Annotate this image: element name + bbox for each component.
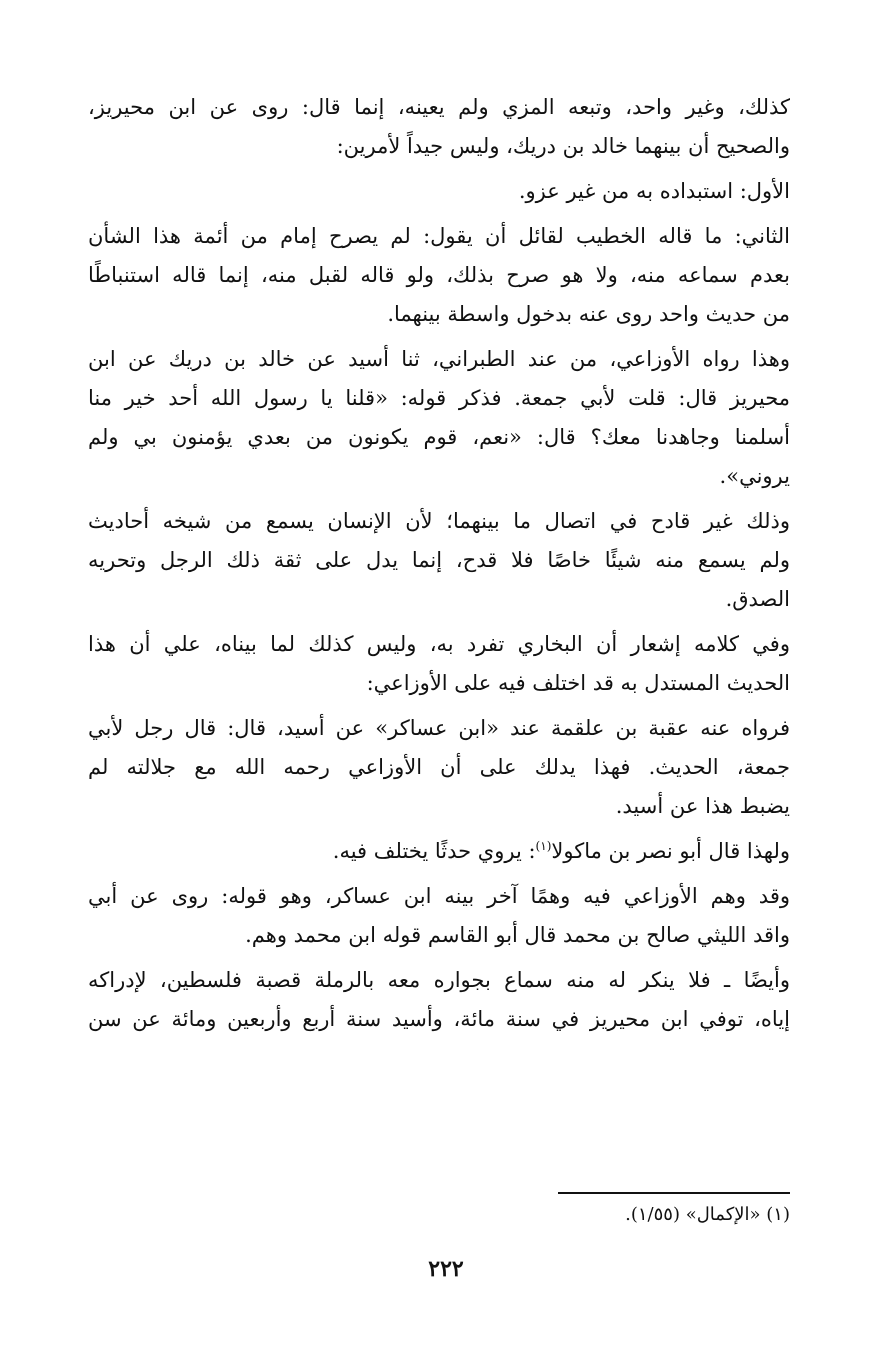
text-line: الأول: استبداده به من غير عزو. <box>518 179 790 203</box>
text-line: جمعة، الحديث. فهذا يدلك على أن الأوزاعي رحمه الله مع جلالته لم <box>88 755 790 779</box>
text-line: وقد وهم الأوزاعي فيه وهمًا آخر بينه ابن عساكر، وهو قوله: روى عن أبي <box>88 884 790 908</box>
text-line: بعدم سماعه منه، ولا هو صرح بذلك، ولو قاله لقبل منه، إنما قاله استنباطًا <box>88 263 790 287</box>
text-line: يروني». <box>719 464 790 488</box>
text-line: وأيضًا ـ فلا ينكر له منه سماع بجواره معه بالرملة قصبة فلسطين، لإدراكه <box>88 968 790 992</box>
text-line: وذلك غير قادح في اتصال ما بينهما؛ لأن الإنسان يسمع من شيخه أحاديث <box>88 509 790 533</box>
text-line: فرواه عنه عقبة بن علقمة عند «ابن عساكر» عن أسيد، قال: قال رجل لأبي <box>88 716 790 740</box>
paragraph <box>88 217 790 334</box>
paragraph <box>88 961 790 1039</box>
page-number: ٢٢٢ <box>428 1256 464 1282</box>
text-line: إياه، توفي ابن محيريز في سنة مائة، وأسيد سنة أربع وأربعين ومائة عن سن <box>88 1007 790 1031</box>
text-line: أسلمنا وجاهدنا معك؟ قال: «نعم، قوم يكونون من بعدي يؤمنون بي ولم <box>88 425 790 449</box>
paragraph <box>88 340 790 496</box>
footnote-marker: (١) <box>535 839 552 853</box>
paragraph <box>88 709 790 826</box>
text-line <box>88 832 790 871</box>
text-fragment: : يروي حدثًا يختلف فيه. <box>332 839 536 863</box>
text-line: الثاني: ما قاله الخطيب لقائل أن يقول: لم يصرح إمام من أئمة هذا الشأن <box>88 224 790 248</box>
text-line: كذلك، وغير واحد، وتبعه المزي ولم يعينه، إنما قال: روى عن ابن محيريز، <box>88 95 790 119</box>
paragraph <box>88 877 790 955</box>
paragraph <box>88 832 790 871</box>
paragraph <box>88 502 790 619</box>
text-line: من حديث واحد روى عنه بدخول واسطة بينهما. <box>387 302 790 326</box>
paragraph <box>88 172 790 211</box>
text-line: محيريز قال: قلت لأبي جمعة. فذكر قوله: «قلنا يا رسول الله أحد خير منا <box>88 386 790 410</box>
text-line: يضبط هذا عن أسيد. <box>615 794 790 818</box>
text-fragment: ولهذا قال أبو نصر بن ماكولا <box>551 839 790 863</box>
text-line: وفي كلامه إشعار أن البخاري تفرد به، وليس كذلك لما بيناه، علي أن هذا <box>88 632 790 656</box>
footnote: (١) «الإكمال» (١/٥٥). <box>625 1204 790 1225</box>
text-line: الصدق. <box>725 587 790 611</box>
text-line: والصحيح أن بينهما خالد بن دريك، وليس جيداً لأمرين: <box>336 134 790 158</box>
page-body <box>88 88 790 1045</box>
text-line: واقد الليثي صالح بن محمد قال أبو القاسم قوله ابن محمد وهم. <box>245 923 790 947</box>
paragraph <box>88 88 790 166</box>
text-line: ولم يسمع منه شيئًا خاصًا فلا قدح، إنما يدل على ثقة ذلك الرجل وتحريه <box>88 548 790 572</box>
text-line: وهذا رواه الأوزاعي، من عند الطبراني، ثنا أسيد عن خالد بن دريك عن ابن <box>88 347 790 371</box>
paragraph <box>88 625 790 703</box>
footnote-divider <box>558 1192 790 1194</box>
text-line: الحديث المستدل به قد اختلف فيه على الأوزاعي: <box>366 671 790 695</box>
